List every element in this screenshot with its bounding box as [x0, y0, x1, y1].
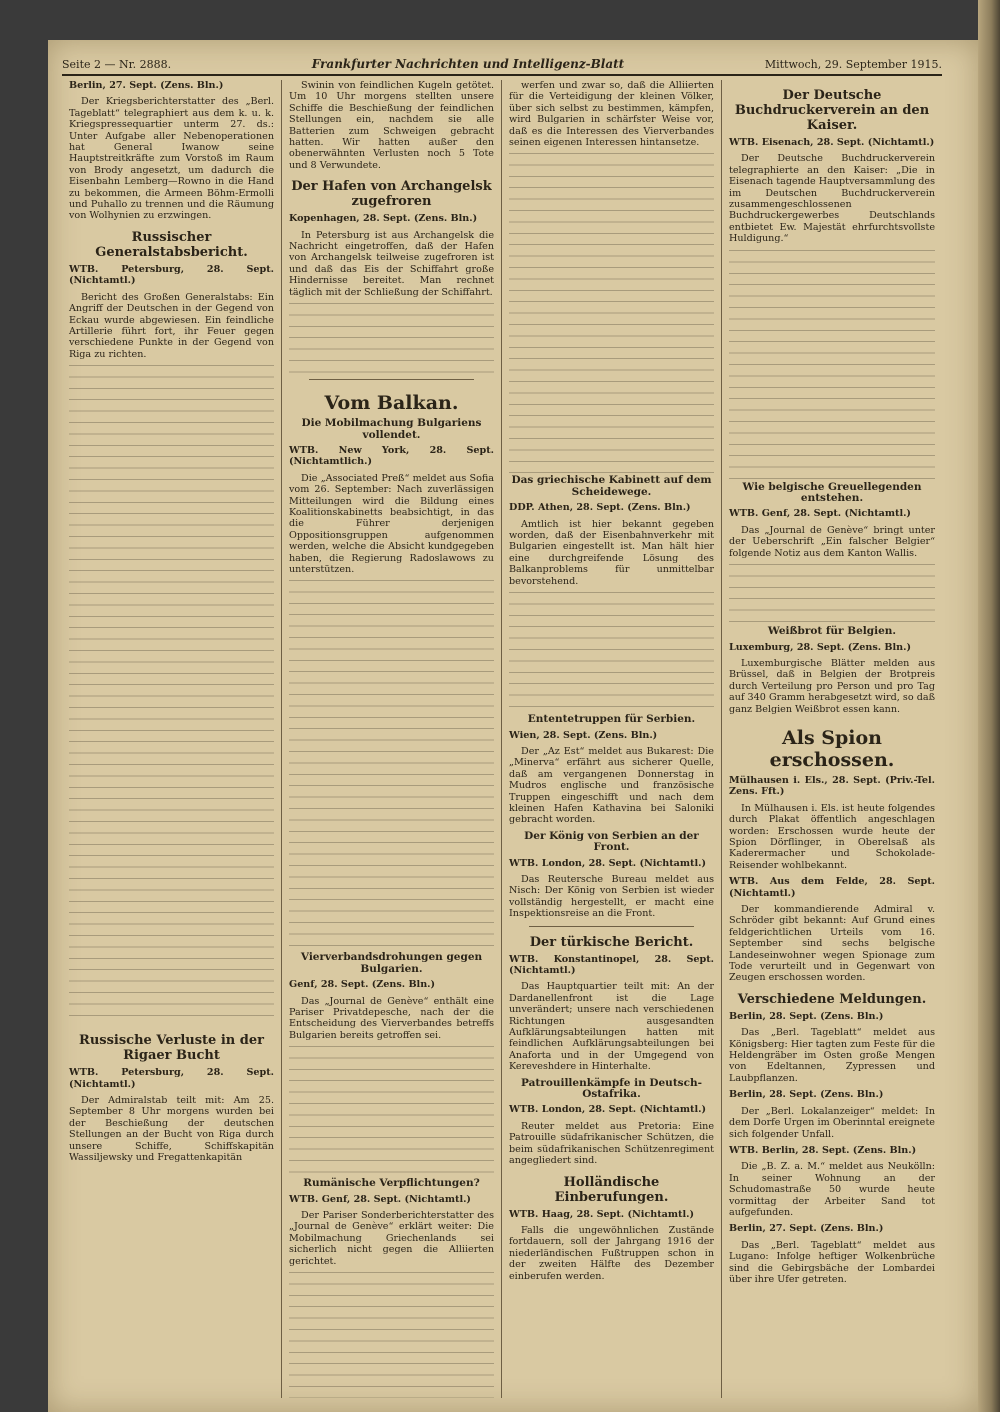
- article-body: Das Hauptquartier teilt mit: An der Dardanellenfront ist die Lage unverändert; unsere nach verschiedenen Richtungen ausgesandten Aufklärungsabteilungen hatten mit feindlichen Aufklärungsabteilungen bei Anaforta und in der Umgegend von Kereveshdere in Hinterhalte.: [509, 981, 714, 1073]
- article-title: Der Hafen von Archangelsk zugefroren: [291, 179, 492, 210]
- article-dateline: DDP. Athen, 28. Sept. (Zens. Bln.): [509, 502, 691, 514]
- article-dateline: Mülhausen i. Els., 28. Sept. (Priv.-Tel. Zens. Fft.): [729, 774, 935, 798]
- article-title: Rumänische Verpflichtungen?: [303, 1177, 480, 1190]
- article-body: Reuter meldet aus Pretoria: Eine Patrouille südafrikanischer Schützen, die beim südafrikanischen Schützenregiment angegliedert sind.: [509, 1120, 714, 1167]
- article-body: In Petersburg ist aus Archangelsk die Nachricht eingetroffen, daß der Hafen von Archangelsk teilweise zugefroren ist und daß das Eis der Schiffahrt große Hindernisse bereitet. Man rechnet täglich mit der Schließung der Schiffahrt.: [289, 229, 494, 298]
- newspaper-page: [48, 40, 978, 1412]
- article-dateline: WTB. Genf, 28. Sept. (Nichtamtl.): [729, 508, 911, 520]
- article-dateline: WTB. Petersburg, 28. Sept. (Nichtamtl.): [69, 263, 274, 287]
- article-body: Der Deutsche Buchdruckerverein telegraphierte an den Kaiser: „Die in Eisenach tagende Hauptversammlung des im Deutschen Buchdruckerverein zusammengeschlossenen Buchdruckergewerbes Deutschlands entbietet Ew. Majestät ehrfurchtsvollste Huldigung.“: [729, 153, 935, 245]
- article-body: werfen und zwar so, daß die Alliierten für die Verteidigung der kleinen Völker, über sich selbst zu bestimmen, kämpfen, wird Bulgarien in schärfster Weise vor, daß es die Interessen des Vierverbandes seinen eigenen Interessen hintansetze.: [509, 80, 714, 149]
- article-title: Als Spion erschossen.: [769, 726, 895, 771]
- article-title: Russischer Generalstabsbericht.: [95, 229, 248, 260]
- column-1: [62, 80, 282, 1398]
- body-text-lines: [289, 1046, 494, 1176]
- article-dateline: WTB. New York, 28. Sept. (Nichtamtlich.): [289, 444, 494, 468]
- column-3: [502, 80, 722, 1398]
- article-dateline: Luxemburg, 28. Sept. (Zens. Bln.): [729, 641, 912, 653]
- article-title: Wie belgische Greuellegenden entstehen.: [742, 480, 922, 505]
- article-body: Bericht des Großen Generalstabs: Ein Angriff der Deutschen in der Gegend von Eckau wurde abgewiesen. Ein feindliche Artillerie führt fort, ihr Feuer gegen verschiedene Punkte in der Gegend von Riga zu richten.: [69, 291, 274, 360]
- article-body: Der Pariser Sonderberichterstatter des „Journal de Genève“ erklärt weiter: Die Mobilmachung Griechenlands sei sicherlich nicht gegen die Alliierten gerichtet.: [289, 1210, 494, 1267]
- section-divider: [309, 379, 474, 380]
- article-dateline: Berlin, 28. Sept. (Zens. Bln.): [729, 1010, 884, 1022]
- article-title: Holländische Einberufungen.: [554, 1174, 669, 1205]
- header-masthead: Frankfurter Nachrichten und Intelligenz-Blatt: [311, 57, 625, 71]
- article-body: Luxemburgische Blätter melden aus Brüssel, daß in Belgien der Brotpreis durch Verteilung pro Person und pro Tag auf 340 Gramm herabgesetzt wird, so daß ganz Belgien Weißbrot essen kann.: [729, 657, 935, 715]
- article-body: Das „Journal de Genève“ enthält eine Pariser Privatdepesche, nach der die Entscheidung des Vierverbandes betreffs Bulgarien bereits getroffen sei.: [289, 995, 494, 1041]
- article-dateline: WTB. Aus dem Felde, 28. Sept. (Nichtamtl.): [729, 876, 935, 899]
- article-title: Verschiedene Meldungen.: [737, 991, 927, 1007]
- article-body: Der Admiralstab teilt mit: Am 25. September 8 Uhr morgens wurden bei der Beschießung der deutschen Stellungen an der Bucht von Riga durch unsere Schiffe, Schiffskapitän Wassiljewsky und Fregattenkapitän: [69, 1094, 274, 1163]
- article-title: Der Deutsche Buchdruckerverein an den Kaiser.: [734, 88, 930, 133]
- article-body: In Mülhausen i. Els. ist heute folgendes durch Plakat öffentlich angeschlagen worden: Erschossen wurde heute der Spion Dörflinger, in Oberelsaß als Kaderermacher und Schokolade-Reisender wohlbekannt.: [729, 802, 935, 871]
- article-dateline: Berlin, 28. Sept. (Zens. Bln.): [729, 1089, 884, 1101]
- article-dateline: Berlin, 27. Sept. (Zens. Bln.): [69, 80, 224, 91]
- article-dateline: WTB. Konstantinopel, 28. Sept. (Nichtamtl.): [509, 953, 714, 976]
- body-text-lines: [289, 580, 494, 950]
- header-date: Mittwoch, 29. September 1915.: [764, 57, 942, 71]
- body-text-lines: [289, 303, 494, 373]
- article-dateline: WTB. Genf, 28. Sept. (Nichtamtl.): [289, 1193, 471, 1205]
- section-divider: [529, 926, 694, 927]
- article-body: Der „Az Est“ meldet aus Bukarest: Die „Minerva“ erfährt aus sicherer Quelle, daß am vergangenen Donnerstag in Mudros englische und französische Truppen eingeschifft und nach dem kleinen Hafen Kathavina bei Saloniki gebracht worden.: [509, 745, 714, 826]
- article-body: Der Kriegsberichterstatter des „Berl. Tageblatt“ telegraphiert aus dem k. u. k. Kriegspressequartier unterm 27. ds.: Unter Aufgabe aller Nebenoperationen hat General Iwanow seine Hauptstreitkräfte zum Vorstoß im Raum von Brody angesetzt, um dadurch die Eisenbahn Lemberg—Rowno in die Hand zu bekommen, die Armeen Böhm-Ermolli und Puhallo zu trennen und die Räumung von Wolhynien zu erzwingen.: [69, 96, 274, 222]
- body-text-lines: [509, 153, 714, 473]
- article-body: Das Reutersche Bureau meldet aus Nisch: Der König von Serbien ist wieder vollständig hergestellt, er macht eine Inspektionsreise an die Front.: [509, 873, 714, 920]
- column-4: [722, 80, 942, 1398]
- article-dateline: WTB. London, 28. Sept. (Nichtamtl.): [509, 857, 706, 869]
- page-header: [62, 54, 942, 76]
- article-dateline: WTB. Eisenach, 28. Sept. (Nichtamtl.): [729, 137, 935, 148]
- body-text-lines: [729, 564, 935, 624]
- article-body: Der kommandierende Admiral v. Schröder gibt bekannt: Auf Grund eines feldgerichtlichen Urteils vom 16. September sind sechs belgische Landeseinwohner wegen Spionage zum Tode verurteilt und in Gegenwart von Zeugen erschossen worden.: [729, 904, 935, 984]
- body-text-lines: [69, 365, 274, 1025]
- article-title: Weißbrot für Belgien.: [767, 625, 897, 638]
- article-body: Das „Journal de Genève“ bringt unter der Ueberschrift „Ein falscher Belgier“ folgende Notiz aus dem Kanton Wallis.: [729, 524, 935, 559]
- article-title: Vierverbandsdrohungen gegen Bulgarien.: [300, 951, 483, 975]
- article-title: Russische Verluste in der Rigaer Bucht: [79, 1033, 264, 1064]
- article-title: Der türkische Bericht.: [529, 934, 694, 950]
- article-body: Die „B. Z. a. M.“ meldet aus Neukölln: In seiner Wohnung an der Schudomastraße 50 wurde heute vormittag der Arbeiter Sand tot aufgefunden.: [729, 1161, 935, 1218]
- article-body: Amtlich ist hier bekannt gegeben worden, daß der Eisenbahnverkehr mit Bulgarien eingestellt ist. Man hält hier eine durchgreifende Lösung des Balkanproblems für unmittelbar bevorstehend.: [509, 518, 714, 587]
- article-dateline: Genf, 28. Sept. (Zens. Bln.): [289, 979, 436, 991]
- article-title: Ententetruppen für Serbien.: [527, 713, 696, 726]
- article-columns: [62, 80, 942, 1398]
- article-dateline: Berlin, 27. Sept. (Zens. Bln.): [729, 1223, 884, 1235]
- article-title: Patrouillenkämpfe in Deutsch-Ostafrika.: [521, 1076, 702, 1101]
- article-title: Der König von Serbien an der Front.: [524, 829, 699, 854]
- body-text-lines: [509, 592, 714, 712]
- header-page-number: Seite 2 — Nr. 2888.: [62, 57, 172, 71]
- article-body: Swinin von feindlichen Kugeln getötet. Um 10 Uhr morgens stellten unsere Schiffe die Beschießung der feindlichen Stellungen ein, nachdem sie alle Batterien zum Schweigen gebracht hatten. Wir hatten außer den obenerwähnten Verlusten noch 5 Tote und 8 Verwundete.: [289, 80, 494, 171]
- section-title: Vom Balkan.: [324, 392, 459, 415]
- article-dateline: WTB. Petersburg, 28. Sept. (Nichtamtl.): [69, 1067, 274, 1090]
- article-body: Falls die ungewöhnlichen Zustände fortdauern, soll der Jahrgang 1916 der niederländischen Fußtruppen schon in der zweiten Hälfte des Dezember einberufen werden.: [509, 1224, 714, 1282]
- article-body: Das „Berl. Tageblatt“ meldet aus Königsberg: Hier tagten zum Feste für die Heldengräber im Osten große Mengen von Edeltannen, Zypressen und Laubpflanzen.: [729, 1027, 935, 1084]
- page-edge-shadow: [978, 0, 1000, 1412]
- article-body: Die „Associated Preß“ meldet aus Sofia vom 26. September: Nach zuverlässigen Mitteilungen wird die Bildung eines Koalitionskabinetts beabsichtigt, in das die Führer derjenigen Oppositionsgruppen aufgenommen werden, welche die Absicht kundgegeben haben, die Regierung Radoslawows zu unterstützen.: [289, 472, 494, 575]
- article-dateline: Wien, 28. Sept. (Zens. Bln.): [509, 729, 658, 741]
- body-text-lines: [289, 1272, 494, 1398]
- article-dateline: WTB. London, 28. Sept. (Nichtamtl.): [509, 1104, 706, 1116]
- column-2: [282, 80, 502, 1398]
- article-title: Das griechische Kabinett auf dem Scheidewege.: [511, 474, 712, 498]
- article-body: Der „Berl. Lokalanzeiger“ meldet: In dem Dorfe Urgen im Oberinntal ereignete sich folgender Unfall.: [729, 1105, 935, 1140]
- article-dateline: WTB. Berlin, 28. Sept. (Zens. Bln.): [729, 1144, 917, 1156]
- article-dateline: Kopenhagen, 28. Sept. (Zens. Bln.): [289, 213, 478, 225]
- article-dateline: WTB. Haag, 28. Sept. (Nichtamtl.): [509, 1208, 694, 1220]
- article-title: Die Mobilmachung Bulgariens vollendet.: [301, 417, 482, 441]
- article-body: Das „Berl. Tageblatt“ meldet aus Lugano: Infolge heftiger Wolkenbrüche sind die Gebirgsbäche der Lombardei über ihre Ufer getreten.: [729, 1239, 935, 1285]
- body-text-lines: [729, 250, 935, 480]
